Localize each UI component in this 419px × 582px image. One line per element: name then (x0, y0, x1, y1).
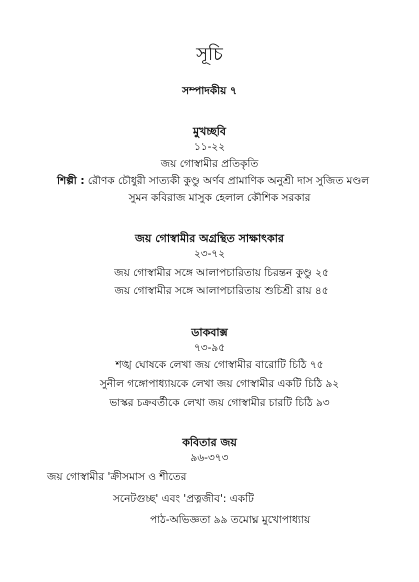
page-title: সূচি (196, 44, 223, 65)
section-heading-poems: কবিতার জয় (182, 436, 237, 449)
toc-line: সনেটগুচ্ছ' এবং 'প্রত্নজীব': একটি (113, 493, 254, 505)
section-pages-poems: ৯৬-৩৭৩ (190, 452, 229, 464)
section-pages-letters: ৭৩-৯৫ (193, 342, 226, 354)
toc-line (57, 174, 369, 191)
section-heading-letters: ডাকবাক্স (191, 326, 228, 339)
toc-line: সুনীল গঙ্গোপাধ্যায়কে লেখা জয় গোস্বামীর একটি চিঠি ৯২ (99, 378, 340, 390)
toc-line: জয় গোস্বামীর সঙ্গে আলাপচারিতায় চিরন্তন কুণ্ডু ২৫ (114, 267, 329, 279)
toc-line: জয় গোস্বামীর 'ক্রীসমাস ও শীতের (47, 471, 187, 483)
section-pages-portraits: ১১-২২ (193, 141, 226, 153)
section-heading-portraits: মুখচ্ছবি (192, 125, 226, 138)
section-pages-interviews: ২৩-৭২ (193, 248, 226, 260)
toc-line: শঙ্খ ঘোষকে লেখা জয় গোস্বামীর বারোটি চিঠি ৭৫ (115, 359, 324, 371)
toc-line: ভাস্কর চক্রবর্তীকে লেখা জয় গোস্বামীর চারটি চিঠি ৯৩ (109, 397, 330, 409)
toc-line: জয় গোস্বামীর সঙ্গে আলাপচারিতায় শুচিশ্রী রায় ৪৫ (114, 285, 329, 297)
artists-list: রৌণক চৌধুরী সাত্যকী কুণ্ডু অর্ণব প্রামাণিক অনুশ্রী দাস সুজিত মণ্ডল (87, 175, 370, 187)
editorial-entry: সম্পাদকীয় ৭ (182, 85, 237, 97)
artists-label: শিল্পী : (57, 175, 85, 187)
section-heading-interviews: জয় গোস্বামীর অগ্রন্থিত সাক্ষাৎকার (135, 232, 284, 245)
toc-line: পাঠ-অভিজ্ঞতা ৯৯ তমোঘ্ন মুখোপাধ্যায় (150, 514, 311, 526)
toc-line: জয় গোস্বামীর প্রতিকৃতি (160, 158, 259, 170)
toc-line: সুমন কবিরাজ মাসুক হেলাল কৌশিক সরকার (128, 192, 311, 204)
